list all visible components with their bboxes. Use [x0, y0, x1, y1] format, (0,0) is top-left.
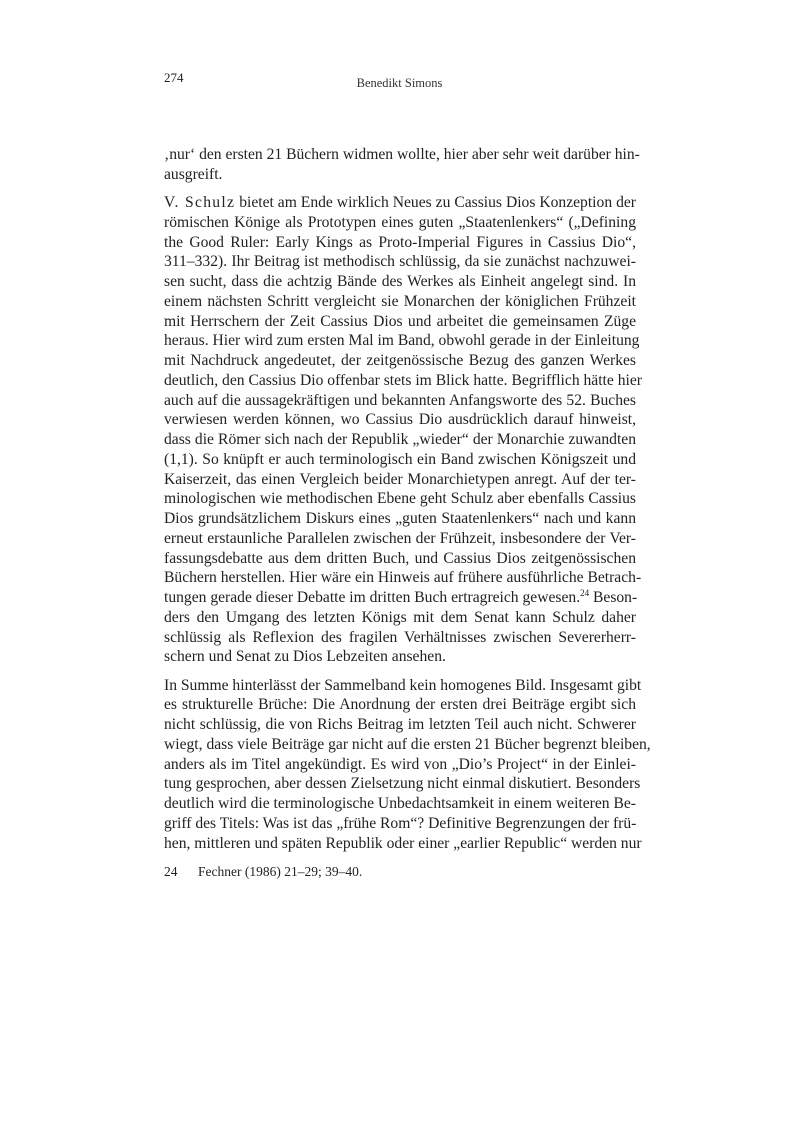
text-segment: schlüssig als Reflexion des fragilen Verhältnisses zwischen Severerherr-	[164, 628, 636, 646]
text-segment: deutlich wird die terminologische Unbedachtsamkeit in einem weiteren Be-	[164, 795, 636, 812]
text-segment: minologischen wie methodischen Ebene geht Schulz aber ebenfalls Cassius	[164, 490, 636, 508]
text-line	[164, 351, 636, 371]
text-segment: mit Herrschern der Zeit Cassius Dios und arbeitet die gemeinsamen Züge	[164, 312, 636, 330]
text-segment: es strukturelle Brüche: Die Anordnung der ersten drei Beiträge ergibt sich	[164, 696, 636, 714]
text-line	[164, 470, 636, 490]
text-segment: hen, mittleren und späten Republik oder einer „earlier Republic“ werden nur	[164, 834, 642, 852]
text-segment: the Good Ruler: Early Kings as Proto-Imperial Figures in Cassius Dio“,	[164, 233, 636, 251]
paragraph	[164, 193, 642, 667]
text-line	[164, 430, 636, 450]
text-line	[164, 715, 636, 735]
text-segment: ‚nur‘ den ersten 21 Büchern widmen wollte, hier aber sehr weit darüber hin-	[164, 146, 640, 163]
text-line	[164, 292, 636, 312]
text-segment: (1,1). So knüpft er auch terminologisch ein Band zwischen Königszeit und	[164, 450, 636, 468]
text-line	[164, 331, 640, 351]
text-segment: mit Nachdruck angedeutet, der zeitgenössische Bezug des ganzen Werkes	[164, 352, 636, 369]
text-segment: anders als im Titel angekündigt. Es wird von „Dio’s Project“ in der Einlei-	[164, 755, 636, 773]
text-segment: nicht schlüssig, die von Richs Beitrag im letzten Teil auch nicht. Schwerer	[164, 716, 636, 733]
text-line	[164, 193, 636, 213]
footnote-text: Fechner (1986) 21–29; 39–40.	[198, 864, 363, 879]
footnote-number: 24	[164, 864, 178, 879]
text-segment: Beson-	[589, 589, 638, 606]
text-line	[164, 608, 636, 628]
running-head: Benedikt Simons	[356, 76, 443, 90]
text-line	[164, 391, 636, 411]
text-line	[164, 213, 636, 233]
text-segment: wiegt, dass viele Beiträge gar nicht auf die ersten 21 Bücher begrenzt bleiben,	[164, 735, 651, 753]
text-line	[164, 371, 642, 391]
text-line	[164, 774, 641, 794]
text-line	[164, 549, 636, 569]
text-segment: schern und Senat zu Dios Lebzeiten ansehen.	[164, 648, 446, 666]
paragraph	[164, 145, 640, 185]
text-line	[164, 628, 636, 648]
text-line	[164, 568, 642, 588]
text-line	[164, 165, 636, 185]
paragraph	[164, 676, 651, 854]
text-segment: tung gesprochen, aber dessen Zielsetzung nicht einmal diskutiert. Besonders	[164, 775, 641, 793]
text-line	[164, 588, 636, 608]
text-line	[164, 647, 636, 667]
text-line	[164, 312, 636, 332]
text-line	[164, 755, 636, 775]
text-segment: auch auf die aussagekräftigen und bekannten Anfangsworte des 52. Buches	[164, 391, 636, 409]
text-segment: einem nächsten Schritt vergleicht sie Monarchen der königlichen Frühzeit	[164, 292, 636, 310]
text-segment: verwiesen werden können, wo Cassius Dio ausdrücklich darauf hinweist,	[164, 411, 636, 429]
text-line	[164, 233, 636, 253]
text-line	[164, 509, 636, 529]
text-line	[164, 735, 651, 755]
text-line	[164, 145, 640, 165]
text-segment: ders den Umgang des letzten Königs mit dem Senat kann Schulz daher	[164, 608, 636, 626]
text-line	[164, 410, 636, 430]
text-line	[164, 252, 636, 272]
text-line	[164, 676, 642, 696]
text-segment: fassungsdebatte aus dem dritten Buch, und Cassius Dios zeitgenössischen	[164, 549, 636, 567]
text-line	[164, 529, 636, 549]
footnote	[164, 864, 362, 880]
text-segment: römischen Könige als Prototypen eines guten „Staatenlenkers“ („Defining	[164, 213, 636, 231]
text-line	[164, 814, 636, 834]
text-segment: Kaiserzeit, das einen Vergleich beider Monarchietypen anregt. Auf der ter-	[164, 470, 636, 488]
text-segment: bietet am Ende wirklich Neues zu Cassius Dios Konzeption der	[235, 194, 636, 211]
text-line	[164, 834, 642, 854]
text-line	[164, 272, 636, 292]
author-name: V. Schulz	[164, 194, 236, 211]
text-segment: deutlich, den Cassius Dio offenbar stets im Blick hatte. Begrifflich hätte hier	[164, 371, 642, 389]
text-segment: dass die Römer sich nach der Republik „wieder“ der Monarchie zuwandten	[164, 431, 636, 448]
text-segment: Büchern herstellen. Hier wäre ein Hinweis auf frühere ausführliche Betrach-	[164, 569, 642, 587]
text-segment: erneut erstaunliche Parallelen zwischen der Frühzeit, insbesondere der Ver-	[164, 529, 636, 547]
text-line	[164, 450, 636, 470]
footnote-reference[interactable]: 24	[580, 588, 590, 598]
text-segment: heraus. Hier wird zum ersten Mal im Band, obwohl gerade in der Einleitung	[164, 332, 640, 350]
text-segment: griff des Titels: Was ist das „frühe Rom“? Definitive Begrenzungen der frü-	[164, 814, 637, 832]
text-segment: Dios grundsätzlichem Diskurs eines „guten Staatenlenkers“ nach und kann	[164, 510, 636, 527]
text-segment: ausgreift.	[164, 165, 223, 183]
text-line	[164, 695, 636, 715]
text-segment: sen sucht, dass die achtzig Bände des Werkes als Einheit angelegt sind. In	[164, 273, 636, 290]
text-segment: tungen gerade dieser Debatte im dritten Buch ertragreich gewesen.	[164, 589, 581, 606]
text-segment: 311–332). Ihr Beitrag ist methodisch schlüssig, da sie zunächst nachzuwei-	[164, 253, 636, 271]
body-text	[164, 145, 651, 862]
text-segment: In Summe hinterlässt der Sammelband kein homogenes Bild. Insgesamt gibt	[164, 676, 642, 694]
text-line	[164, 489, 636, 509]
page-number: 274	[164, 70, 184, 85]
text-line	[164, 794, 636, 814]
